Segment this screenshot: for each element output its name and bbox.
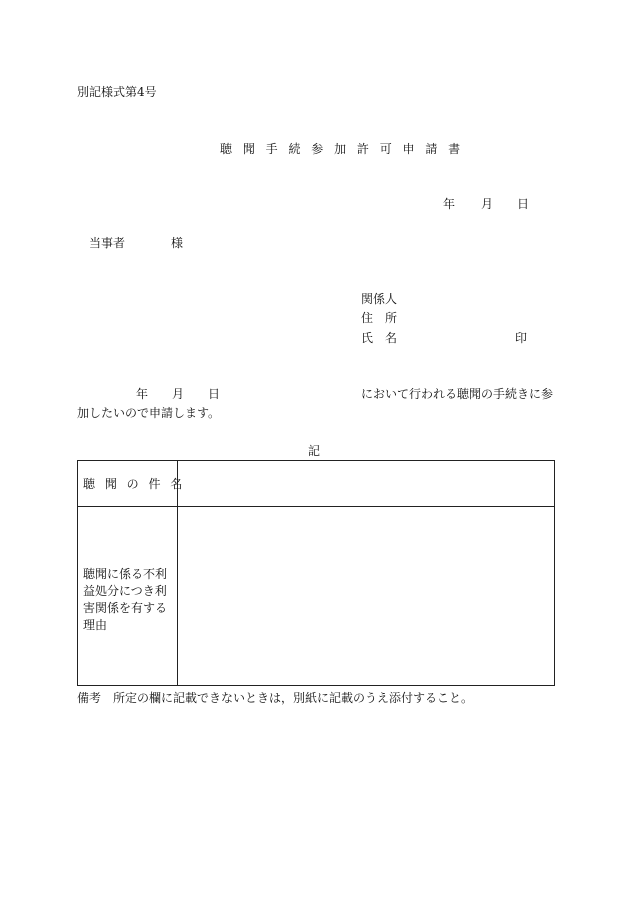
application-table bbox=[77, 460, 555, 686]
request-text-line2: 加したいので申請します。 bbox=[77, 406, 221, 420]
related-person-label: 関係人 bbox=[361, 292, 398, 306]
remarks-note: 備考 所定の欄に記載できないときは，別紙に記載のうえ添付すること。 bbox=[77, 691, 474, 705]
ki-heading: 記 bbox=[308, 444, 321, 458]
recipient-label: 当事者 bbox=[89, 236, 126, 250]
recipient-honorific: 様 bbox=[171, 236, 184, 250]
table-column-divider bbox=[177, 461, 178, 685]
case-name-label: 聴 聞 の 件 名 bbox=[83, 477, 184, 491]
document-title: 聴 聞 手 続 参 加 許 可 申 請 書 bbox=[220, 142, 463, 156]
request-text-line1: において行われる聴聞の手続きに参 bbox=[361, 387, 554, 401]
date-month-label: 月 bbox=[481, 197, 494, 211]
table-row-divider bbox=[78, 506, 554, 507]
hearing-month-label: 月 bbox=[172, 387, 185, 401]
reason-label: 聴聞に係る不利益処分につき利害関係を有する理由 bbox=[83, 567, 168, 632]
form-number: 別記様式第4号 bbox=[77, 85, 157, 99]
hearing-year-label: 年 bbox=[136, 387, 149, 401]
date-day-label: 日 bbox=[517, 197, 530, 211]
name-label: 氏 名 bbox=[361, 331, 398, 345]
date-year-label: 年 bbox=[443, 197, 456, 211]
hearing-day-label: 日 bbox=[208, 387, 221, 401]
seal-mark: 印 bbox=[515, 331, 528, 345]
address-label: 住 所 bbox=[361, 311, 398, 325]
reason-field[interactable] bbox=[182, 513, 550, 681]
case-name-field[interactable] bbox=[182, 469, 550, 499]
